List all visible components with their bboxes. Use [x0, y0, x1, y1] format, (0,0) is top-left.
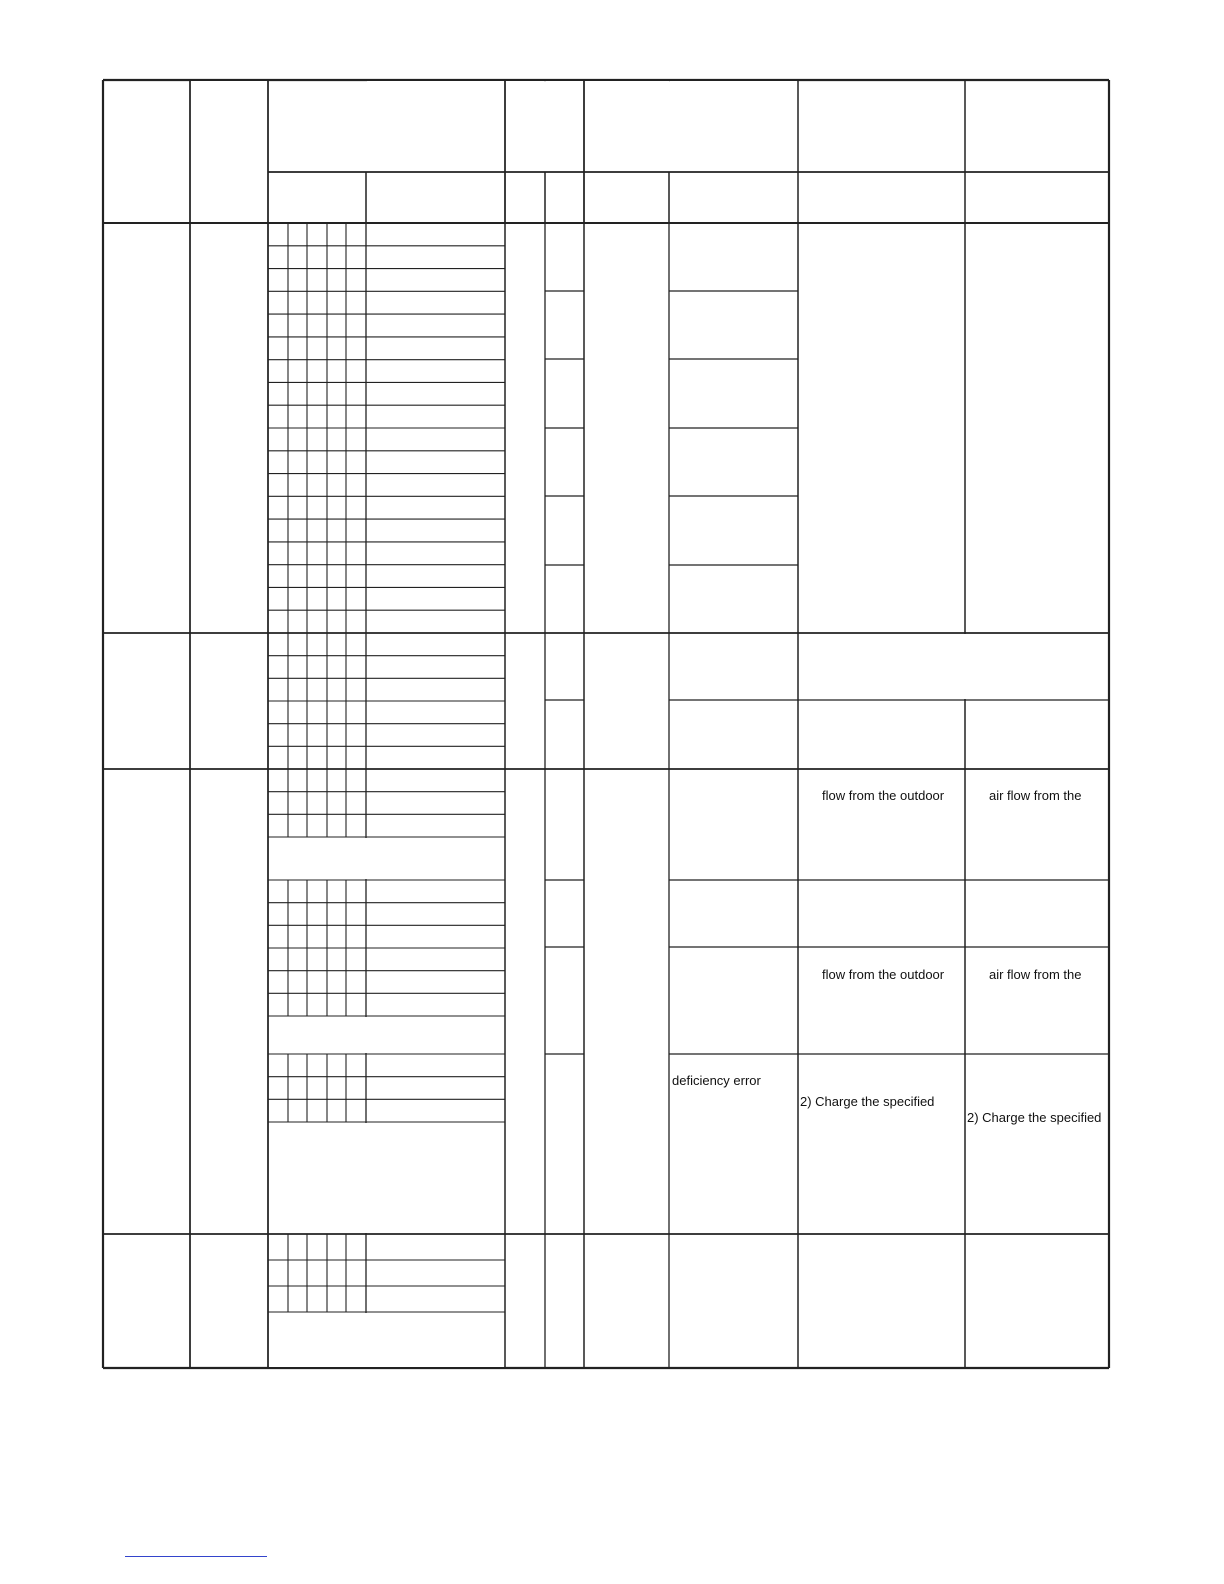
merged-cell [963, 634, 967, 699]
cell-charge-specified-2: 2) Charge the specified [967, 1110, 1102, 1125]
cell-airflow-indoor-1: air flow from the [989, 788, 1082, 803]
merged-cell [367, 81, 504, 171]
merged-cell [670, 81, 797, 171]
cell-deficiency-error: deficiency error [672, 1073, 761, 1088]
cell-airflow-outdoor-1: flow from the outdoor [822, 788, 945, 803]
merged-cell [269, 838, 504, 879]
cell-airflow-indoor-2: air flow from the [989, 967, 1082, 982]
merged-cell [269, 1313, 504, 1367]
merged-cell [269, 1017, 504, 1053]
merged-cell [585, 81, 669, 171]
cell-charge-specified-1: 2) Charge the specified [800, 1094, 935, 1109]
merged-cell [269, 1123, 504, 1233]
footer-link-underline[interactable] [125, 1556, 267, 1557]
merged-cell [546, 81, 583, 171]
merged-cell [506, 81, 544, 171]
merged-cell [191, 81, 267, 222]
cell-airflow-outdoor-2: flow from the outdoor [822, 967, 945, 982]
